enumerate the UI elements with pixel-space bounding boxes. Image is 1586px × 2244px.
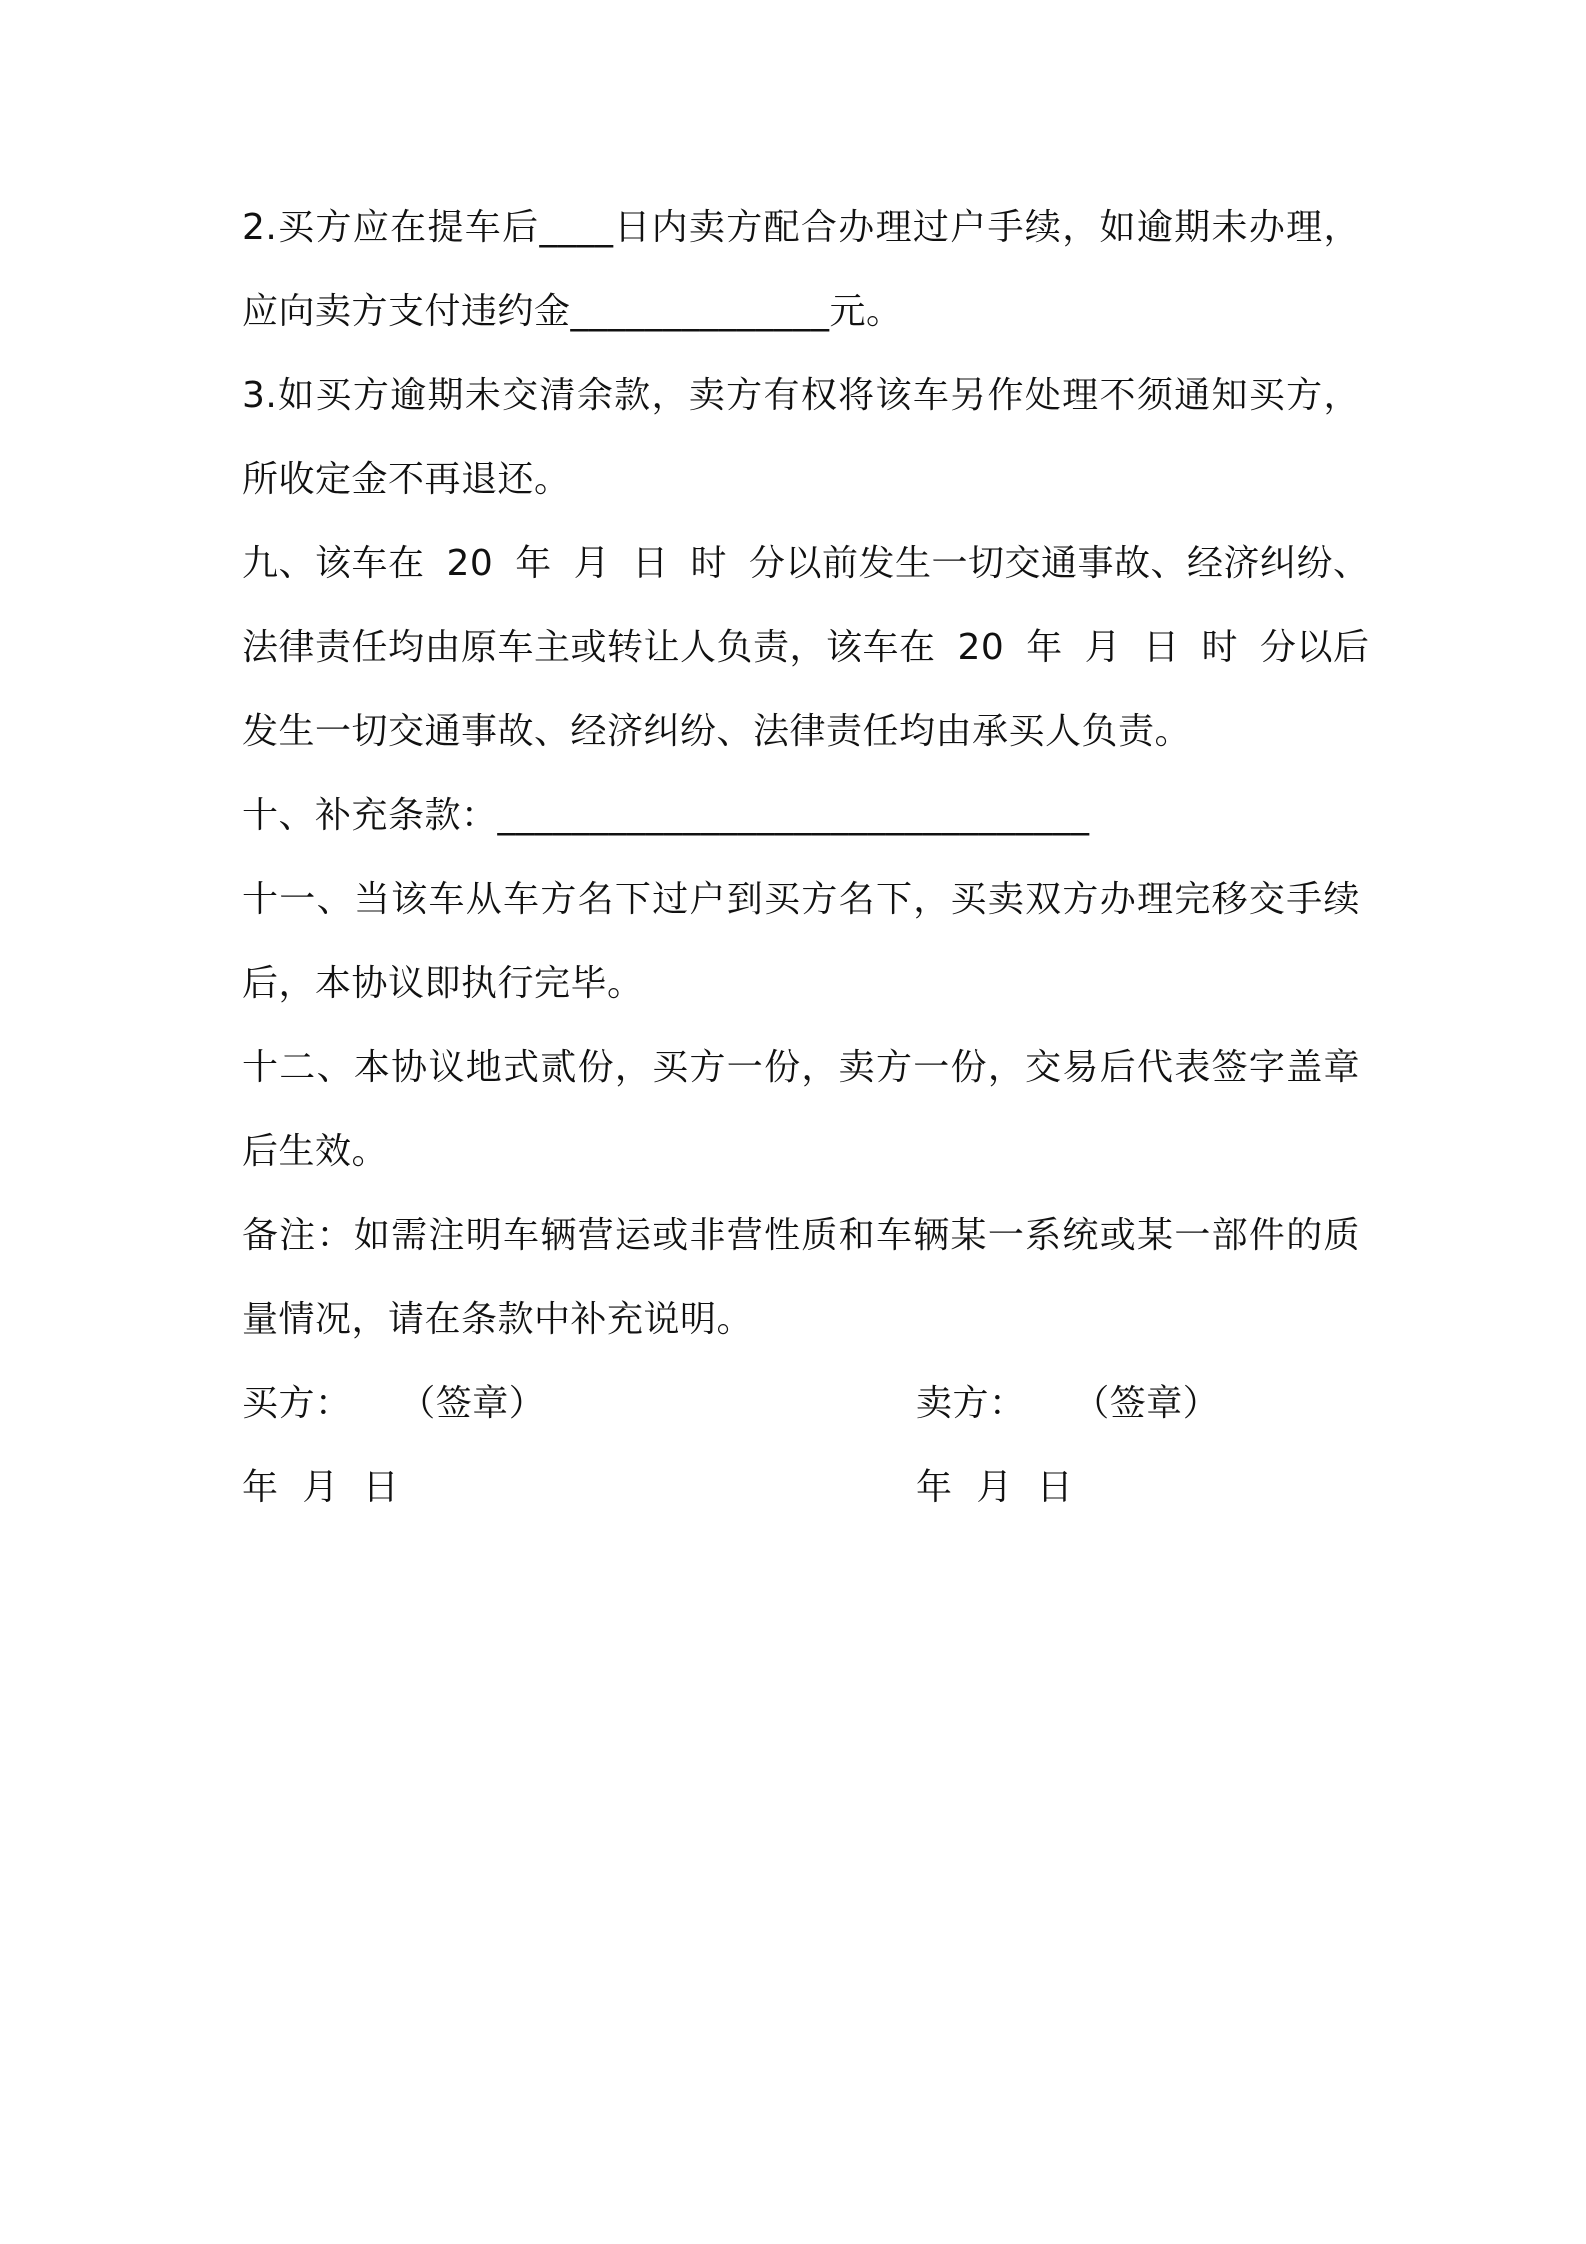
clause-9-line-1: 九、该车在 20 年 月 日 时 分以前发生一切交通事故、经济纠纷、 <box>242 543 1370 584</box>
clause-12-line-2: 后生效。 <box>242 1131 389 1172</box>
clause-9-line-2: 法律责任均由原车主或转让人负责，该车在 20 年 月 日 时 分以后 <box>242 627 1370 668</box>
clause-11-line-2: 后，本协议即执行完毕。 <box>242 963 644 1004</box>
buyer-signature-label: 买方： （签章） <box>242 1383 546 1424</box>
clause-8-3-line-2: 所收定金不再退还。 <box>242 459 571 500</box>
clause-8-2-line-1: 2.买方应在提车后____日内卖方配合办理过户手续，如逾期未办理， <box>242 207 1360 248</box>
buyer-date: 年 月 日 <box>242 1467 400 1508</box>
note-line-2: 量情况，请在条款中补充说明。 <box>242 1299 754 1340</box>
seller-date: 年 月 日 <box>916 1467 1074 1508</box>
clause-9-line-3: 发生一切交通事故、经济纠纷、法律责任均由承买人负责。 <box>242 711 1192 752</box>
clause-10-supplementary: 十、补充条款：________________________________ <box>242 795 1090 836</box>
note-line-1: 备注：如需注明车辆营运或非营性质和车辆某一系统或某一部件的质 <box>242 1215 1360 1256</box>
clause-8-3-line-1: 3.如买方逾期未交清余款，卖方有权将该车另作处理不须通知买方， <box>242 375 1360 416</box>
clause-8-2-line-2: 应向卖方支付违约金______________元。 <box>242 291 903 332</box>
clause-11-line-1: 十一、当该车从车方名下过户到买方名下，买卖双方办理完移交手续 <box>242 879 1360 920</box>
clause-12-line-1: 十二、本协议地式贰份，买方一份，卖方一份，交易后代表签字盖章 <box>242 1047 1360 1088</box>
seller-signature-label: 卖方： （签章） <box>916 1383 1220 1424</box>
